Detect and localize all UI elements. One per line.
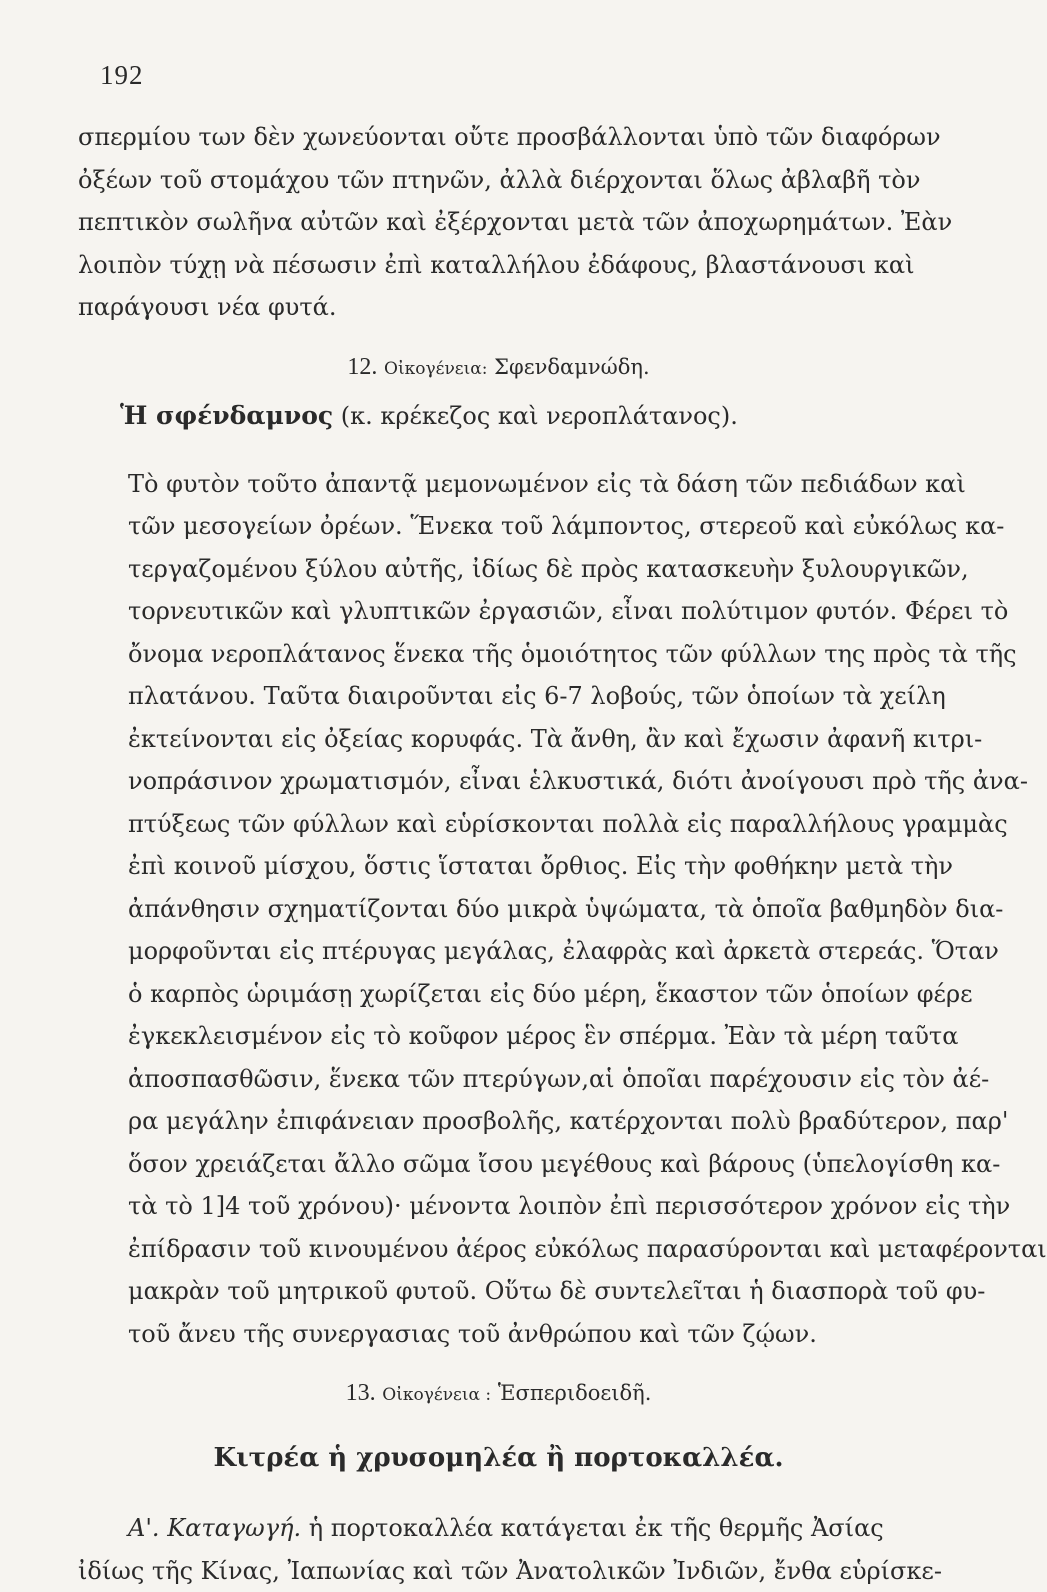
text-line: ἀπάνθησιν σχηματίζονται δύο μικρὰ ὑψώματα, τὰ ὁποῖα βαθμηδὸν δια-: [78, 888, 919, 931]
text-line: ρα μεγάλην ἐπιφάνειαν προσβολῆς, κατέρχονται πολὺ βραδύτερον, παρ': [78, 1100, 919, 1143]
family-name: Σφενδαμνώδη.: [494, 355, 649, 379]
text-line: ἀποσπασθῶσιν, ἕνεκα τῶν πτερύγων,αἱ ὁποῖαι παρέχουσιν εἰς τὸν ἀέ-: [78, 1058, 919, 1101]
text-line: ἐπὶ κοινοῦ μίσχου, ὅστις ἵσταται ὄρθιος. Εἰς τὴν φοθήκην μετὰ τὴν: [78, 845, 919, 888]
text-line: ὁ καρπὸς ὡριμάσῃ χωρίζεται εἰς δύο μέρη, ἕκαστον τῶν ὁποίων φέρε: [78, 973, 919, 1016]
text-fragment: ἡ πορτοκαλλέα κατάγεται ἐκ τῆς θερμῆς Ἀσίας: [309, 1514, 884, 1542]
text-line: τεργαζομένου ξύλου αὐτῆς, ἰδίως δὲ πρὸς κατασκευὴν ξυλουργικῶν,: [78, 548, 919, 591]
text-line: πλατάνου. Ταῦτα διαιροῦνται εἰς 6-7 λοβούς, τῶν ὁποίων τὰ χείλη: [78, 675, 919, 718]
family-number: 13.: [346, 1380, 376, 1406]
text-line: ἐπίδρασιν τοῦ κινουμένου ἀέρος εὐκόλως παρασύρονται καὶ μεταφέρονται: [78, 1228, 919, 1271]
text-line: πεπτικὸν σωλῆνα αὐτῶν καὶ ἐξέρχονται μετὰ τῶν ἀποχωρημάτων. Ἐὰν: [78, 201, 919, 244]
text-line: ἰδίως τῆς Κίνας, Ἰαπωνίας καὶ τῶν Ἀνατολικῶν Ἰνδιῶν, ἔνθα εὑρίσκε-: [78, 1550, 919, 1592]
text-line: τῶν μεσογείων ὀρέων. Ἕνεκα τοῦ λάμποντος, στερεοῦ καὶ εὐκόλως κα-: [78, 505, 919, 548]
family-number: 12.: [347, 354, 377, 380]
family-label: Οἰκογένεια :: [382, 1385, 491, 1405]
species-title-citrus: Κιτρέα ἡ χρυσομηλέα ἢ πορτοκαλλέα.: [78, 1437, 919, 1479]
species-common-names: (κ. κρέκεζος καὶ νεροπλάτανος).: [341, 402, 738, 430]
family-heading-12: [78, 347, 919, 387]
paragraph-seed-dispersal: [78, 116, 919, 329]
family-heading-13: [78, 1373, 919, 1413]
text-line: νοπράσινον χρωματισμόν, εἶναι ἑλκυστικά, διότι ἀνοίγουσι πρὸ τῆς ἀνα-: [78, 760, 919, 803]
text-line: ὀξέων τοῦ στομάχου τῶν πτηνῶν, ἀλλὰ διέρχονται ὅλως ἀβλαβῆ τὸν: [78, 159, 919, 202]
species-name: Ἡ σφένδαμνος: [120, 401, 333, 430]
text-line: τὰ τὸ 1]4 τοῦ χρόνου)· μένοντα λοιπὸν ἐπὶ περισσότερον χρόνον εἰς τὴν: [78, 1185, 919, 1228]
text-line: μακρὰν τοῦ μητρικοῦ φυτοῦ. Οὕτω δὲ συντελεῖται ἡ διασπορὰ τοῦ φυ-: [78, 1270, 919, 1313]
text-line: Τὸ φυτὸν τοῦτο ἀπαντᾷ μεμονωμένον εἰς τὰ δάση τῶν πεδιάδων καὶ: [78, 463, 919, 506]
paragraph-citrus-origin: [78, 1507, 919, 1592]
text-line: ἐκτείνονται εἰς ὀξείας κορυφάς. Τὰ ἄνθη, ἂν καὶ ἔχωσιν ἀφανῆ κιτρι-: [78, 718, 919, 761]
section-label: Α'. Καταγωγή.: [128, 1514, 301, 1542]
text-line: λοιπὸν τύχῃ νὰ πέσωσιν ἐπὶ καταλλήλου ἐδάφους, βλαστάνουσι καὶ: [78, 244, 919, 287]
text-line: ὄνομα νεροπλάτανος ἕνεκα τῆς ὁμοιότητος τῶν φύλλων της πρὸς τὰ τῆς: [78, 633, 919, 676]
text-line: τοῦ ἄνευ τῆς συνεργασιας τοῦ ἀνθρώπου καὶ τῶν ζῴων.: [78, 1313, 919, 1356]
text-line: σπερμίου των δὲν χωνεύονται οὔτε προσβάλλονται ὑπὸ τῶν διαφόρων: [78, 116, 919, 159]
page-number: 192: [100, 60, 919, 94]
family-label: Οἰκογένεια:: [384, 359, 487, 379]
species-heading-maple: [120, 395, 919, 437]
text-line: ἐγκεκλεισμένον εἰς τὸ κοῦφον μέρος ἓν σπέρμα. Ἐὰν τὰ μέρη ταῦτα: [78, 1015, 919, 1058]
text-line: ὅσον χρειάζεται ἄλλο σῶμα ἴσου μεγέθους καὶ βάρους (ὑπελογίσθη κα-: [78, 1143, 919, 1186]
text-line: πτύξεως τῶν φύλλων καὶ εὑρίσκονται πολλὰ εἰς παραλλήλους γραμμὰς: [78, 803, 919, 846]
family-name: Ἑσπεριδοειδῆ.: [498, 1381, 652, 1405]
text-line: παράγουσι νέα φυτά.: [78, 286, 919, 329]
text-line: μορφοῦνται εἰς πτέρυγας μεγάλας, ἐλαφρὰς καὶ ἀρκετὰ στερεάς. Ὅταν: [78, 930, 919, 973]
paragraph-maple-description: [78, 463, 919, 1356]
text-line: [78, 1507, 919, 1550]
text-line: τορνευτικῶν καὶ γλυπτικῶν ἐργασιῶν, εἶναι πολύτιμον φυτόν. Φέρει τὸ: [78, 590, 919, 633]
